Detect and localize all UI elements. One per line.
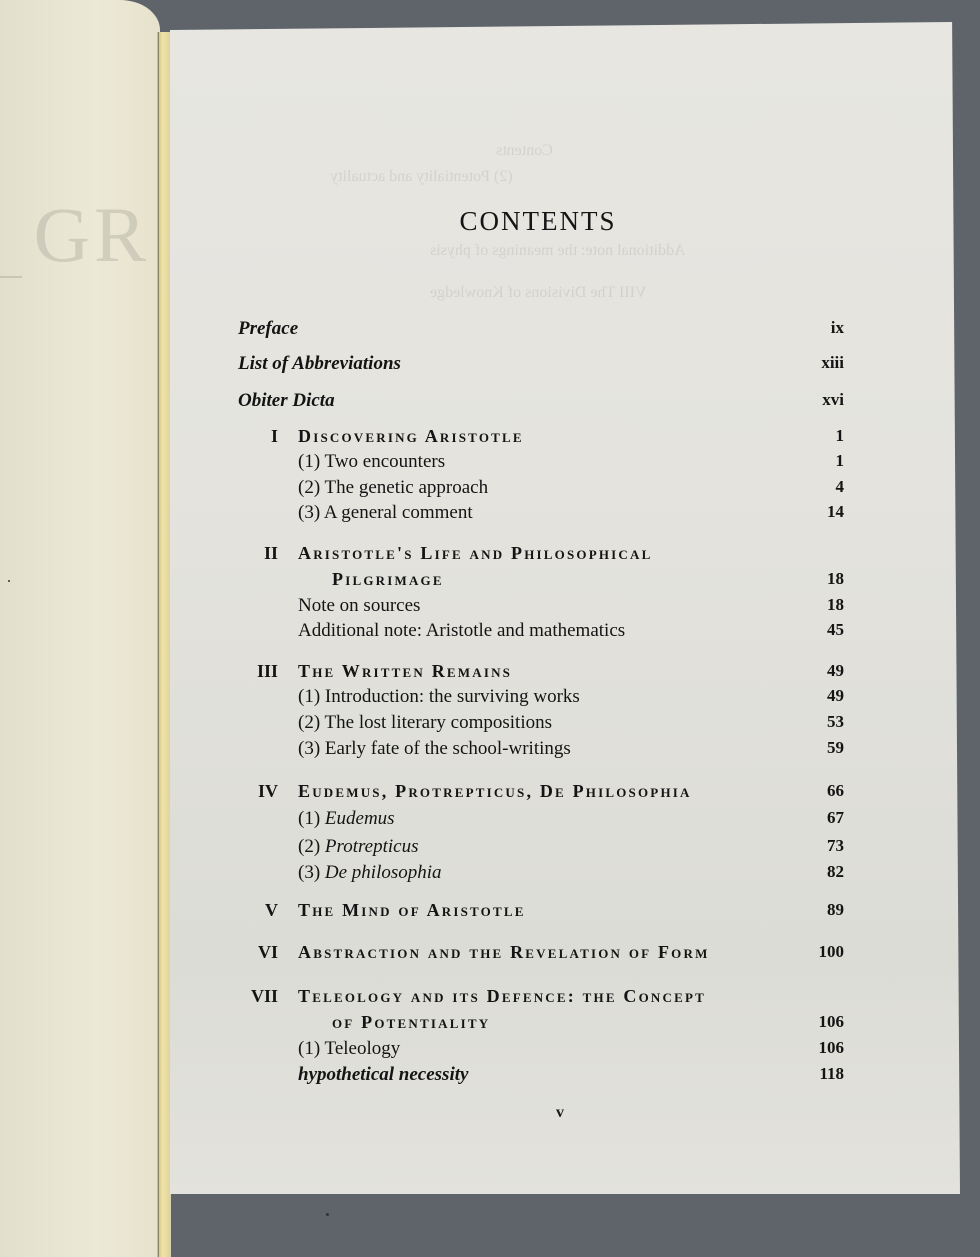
toc-page-number: 100 [818,942,844,961]
bleed-through-text: Additional note: the meanings of physis [430,242,686,259]
section-label: (1) Introduction: the surviving works [298,686,580,707]
toc-page-number: 73 [827,836,844,855]
chapter-title: Teleology and its Defence: the Concept [298,986,706,1006]
toc-chapter-2-continued[interactable] [238,569,844,593]
chapter-title: Aristotle's Life and Philosophical [298,543,653,563]
toc-page-number: 49 [827,661,844,680]
toc-section[interactable] [238,712,844,736]
page-title: CONTENTS [459,206,617,236]
toc-chapter-2[interactable] [238,543,844,567]
toc-section[interactable] [238,620,844,644]
toc-chapter-7-continued[interactable] [238,1012,844,1036]
section-label: hypothetical necessity [298,1064,469,1085]
bleed-through-text: VIII The Divisions of Knowledge [430,284,647,301]
bleed-through-text: (2) Potentiality and actuality [330,168,513,185]
toc-page-number: 49 [827,686,844,705]
toc-page-number: 89 [827,900,844,919]
section-label [298,862,442,884]
section-label [298,836,419,858]
chapter-numeral: IV [257,781,278,801]
toc-entry-label: Obiter Dicta [238,390,335,411]
toc-section[interactable] [238,1038,844,1062]
left-page-ghost-rule [0,276,22,278]
toc-chapter-6[interactable] [238,942,844,966]
toc-page-number: 1 [835,426,844,445]
chapter-numeral: VII [250,986,278,1006]
toc-chapter-7[interactable] [238,986,844,1010]
section-number: (3) [298,862,325,883]
toc-page-number: 1 [835,451,844,470]
chapter-numeral: I [270,426,278,446]
toc-chapter-3[interactable] [238,661,844,685]
section-label: (2) The lost literary compositions [298,712,552,733]
toc-page-number: 118 [819,1064,844,1083]
toc-page-number: 14 [827,502,844,521]
toc-section[interactable] [238,862,844,886]
chapter-numeral: VI [257,942,278,962]
section-label: Note on sources [298,595,421,616]
toc-section[interactable] [238,836,844,860]
page-number-folio: v [556,1104,564,1121]
toc-page-number: ix [830,318,844,337]
section-italic-title: Protrepticus [324,836,419,857]
toc-page-number: 82 [827,862,844,881]
toc-page-number: 59 [827,738,844,757]
toc-section[interactable] [238,477,844,501]
chapter-numeral: II [263,543,278,563]
section-italic-title: De philosophia [324,862,442,883]
chapter-title: The Written Remains [298,661,513,681]
toc-page-number: 4 [835,477,844,496]
section-label: (3) Early fate of the school-writings [298,738,571,759]
chapter-numeral: III [256,661,278,681]
toc-entry-preface[interactable] [238,318,844,342]
left-page-ghost-title: GR [33,191,150,278]
toc-entry-label: List of Abbreviations [238,353,401,374]
paper-speck [326,1213,329,1216]
chapter-title: Eudemus, Protrepticus, De Philosophia [298,781,692,801]
toc-section[interactable] [238,738,844,762]
toc-entry-list-of-abbreviations[interactable] [238,353,844,377]
toc-section[interactable] [238,502,844,526]
section-label: (1) Teleology [298,1038,401,1059]
paper-speck [8,580,10,582]
chapter-title-continued: Pilgrimage [332,569,444,589]
toc-page-number: 53 [827,712,844,731]
toc-chapter-5[interactable] [238,900,844,924]
toc-page-number: 45 [827,620,844,639]
toc-page-number: 18 [827,569,844,588]
bleed-through-text: Contents [496,142,553,159]
section-label: (2) The genetic approach [298,477,489,498]
toc-section[interactable] [238,808,844,832]
toc-chapter-1[interactable] [238,426,844,450]
toc-section[interactable] [238,686,844,710]
toc-page-number: xiii [821,353,844,372]
chapter-numeral: V [265,900,278,920]
toc-section[interactable] [238,595,844,619]
chapter-title: The Mind of Aristotle [298,900,526,920]
toc-page-number: 106 [818,1012,844,1031]
chapter-title: Abstraction and the Revelation of Form [298,942,710,962]
section-italic-title: Eudemus [324,808,395,829]
toc-page-number: 67 [827,808,844,827]
toc-page-number: xvi [822,390,844,409]
toc-entry-obiter-dicta[interactable] [238,390,844,414]
chapter-title: Discovering Aristotle [298,426,524,446]
toc-page-number: 66 [827,781,844,800]
section-label: (3) A general comment [298,502,473,523]
section-number: (2) [298,836,325,857]
toc-page-number: 18 [827,595,844,614]
toc-chapter-4[interactable] [238,781,844,805]
chapter-title-continued: of Potentiality [332,1012,491,1032]
section-label [298,808,395,830]
section-label: (1) Two encounters [298,451,446,472]
left-page [0,0,160,1257]
toc-page-number: 106 [818,1038,844,1057]
toc-entry-label: Preface [238,318,299,339]
toc-section[interactable] [238,1064,844,1088]
toc-section[interactable] [238,451,844,475]
section-label: Additional note: Aristotle and mathematics [298,620,626,641]
section-number: (1) [298,808,325,829]
